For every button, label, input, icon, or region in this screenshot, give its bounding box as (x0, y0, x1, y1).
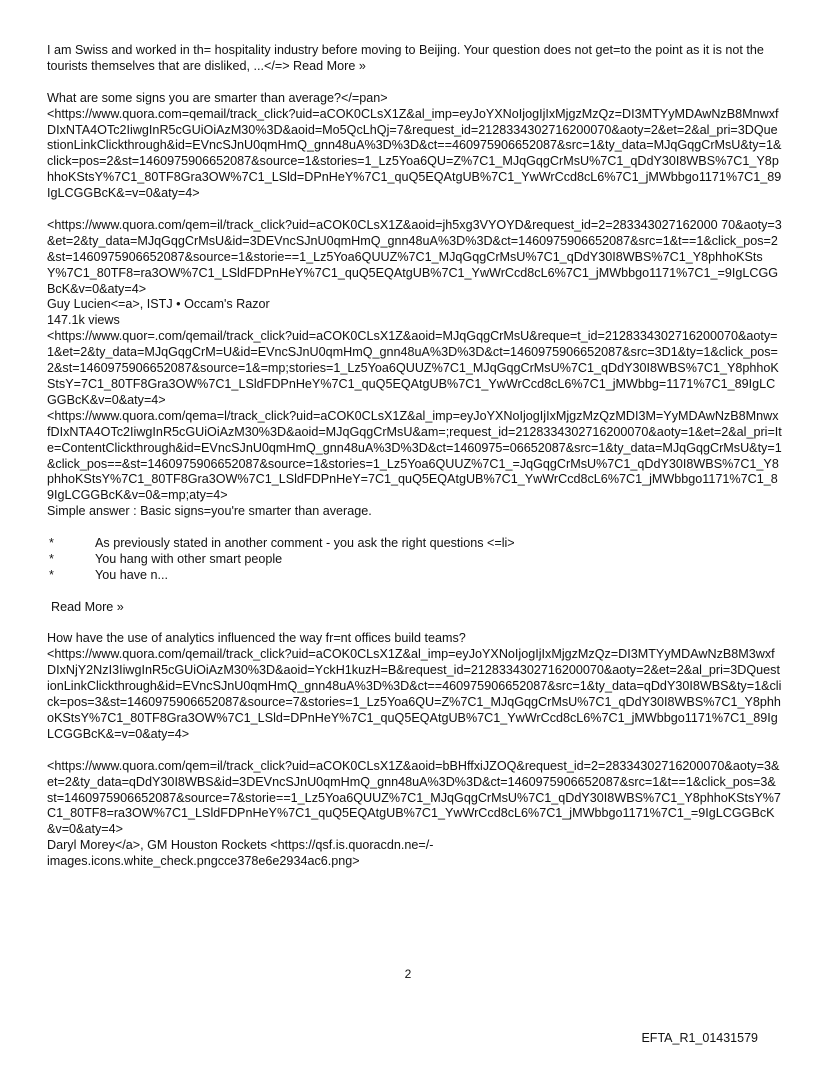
document-body (47, 43, 782, 870)
bullet-marker: * (49, 551, 54, 566)
list-item (47, 536, 782, 552)
bullet-marker: * (49, 567, 54, 582)
author-line-continued: images.icons.white_check.pngcce378e6e2934ac6.png> (47, 854, 360, 869)
list-item-text: As previously stated in another comment - you ask the right questions <=li> (95, 536, 515, 551)
question-title: What are some signs you are smarter than average?</=pan> (47, 90, 388, 105)
list-item (47, 568, 782, 584)
answer-intro: Simple answer : Basic signs=you're smarter than average. (47, 504, 372, 519)
list-item-text: You have n... (95, 567, 169, 582)
tracking-link: <https://www.quora.com/qem=il/track_click?uid=aCOK0CLsX1Z&aoid=bBHffxiJZOQ&request_id=2=28334302716200070&aoty=3&et=2&ty_data=qDdY30I8WBS&id=3DEVncSJnU0qmHmQ_gnn48uA%3D%3D&ct=1460975906652087&src=1&t==1&click_pos=3&st=1460975906652087&source=7&storie==1_Lz5Yoa6QUUZ%7C1_MJqGqgCrMsU%7C1_qDdY30I8WBS%7C1_Y8phhoKStsY%7C1_80TF8=ra3OW%7C1_LSldFDPnHeY%7C1_quQ5EQAtgUB%7C1_YwWrCcd8cL6%7C1_jMWbbgo1171%7C1_=9IgLCGGBcK&v=0&aty=4> (47, 758, 781, 837)
tracking-link: <https://www.quora.com/qemail/track_click?uid=aCOK0CLsX1Z&al_imp=eyJoYXNoIjogIjIxMjgzMzQz=DI3MTYyMDAwNzB8M3wxfDIxNjY2NzI3IiwgInR5cGUiOiAzM30%3D&aoid=YckH1kuzH=B&request_id=2128334302716200070&aoty=2&et=2&al_pri=3DQuestionLinkClickthrough&id=EVncSJnU0qmHmQ_gnn48uA%3D%3D&ct==460975906652087&src=1&ty_data=qDdY30I8WBS&ty=1&click=pos=3&st=1460975906652087&source=7&stories=1_Lz5Yoa6QU=Z%7C1_MJqGqgCrMsU%7C1_qDdY30I8WBS%7C1_Y8phhoKStsY%7C1_80TF8Gra3OW%7C1_LSld=DPnHeY%7C1_quQ5EQAtgUB%7C1_YwWrCcd8cL6%7C1_jMWbbgo1171%7C1_89IgLCGGBcK&=v=0&aty=4> (47, 647, 782, 741)
bullet-marker: * (49, 536, 54, 551)
tracking-link: <https://www.quora.com=qemail/track_click?uid=aCOK0CLsX1Z&al_imp=eyJoYXNoIjogIjIxMjgzMzQz=DI3MTYyMDAwNzB8MnwxfDIxNTA4OTc2IiwgInR5cGUiOiAzM30%3D&aoid=Mo5QcLhQj=7&request_id=2128334302716200070&aoty=2&et=2&al_pri=3DQuestionLinkClickthrough&id=EVncSJnU0qmHmQ_gnn48uA%3D%3D&ct==460975906652087&src=1&ty_data=MJqGqgCrMsU&ty=1&click=pos=2&st=1460975906652087&source=1&stories=1_Lz5Yoa6QU=Z%7C1_MJqGqgCrMsU%7C1_qDdY30I8WBS%7C1_Y8phhoKStsY%7C1_80TF8Gra3OW%7C1_LSld=DPnHeY%7C1_quQ5EQAtgUB%7C1_YwWrCcd8cL6%7C1_jMWbbgo1171%7C1_89IgLCGGBcK&=v=0&aty=4> (47, 106, 782, 201)
tracking-link: <https://www.quora.com/qem=il/track_click?uid=aCOK0CLsX1Z&aoid=jh5xg3VYOYD&request_id=2=283343027162000 70&aoty=3&et=2&ty_data=MJqGqgCrMsU&id=3DEVncSJnU0qmHmQ_gnn48uA%3D%3D&ct=1460975906652087&src=1&t==1&click_pos=2&st=1460975906652087&source=1&storie==1_Lz5Yoa6QUUZ%7C1_MJqGqgCrMsU%7C1_qDdY30I8WBS%7C1_Y8phhoKStsY%7C1_80TF8=ra3OW%7C1_LSldFDPnHeY%7C1_quQ5EQAtgUB%7C1_YwWrCcd8cL6%7C1_jMWbbgo1171%7C1_=9IgLCGGBcK&v=0&aty=4> (47, 217, 782, 296)
document-id-footer: EFTA_R1_01431579 (641, 1031, 758, 1045)
page-number: 2 (404, 967, 412, 981)
read-more-link[interactable]: Read More » (51, 599, 124, 614)
answer-snippet: I am Swiss and worked in th= hospitality industry before moving to Beijing. Your question does not get=to the point as it is not the tourists themselves that are disliked, ...</=> Read More » (47, 43, 764, 73)
tracking-link: <https://www.quor=.com/qemail/track_click?uid=aCOK0CLsX1Z&aoid=MJqGqgCrMsU&reque=t_id=2128334302716200070&aoty=1&et=2&ty_data=MJqGqgCrM=U&id=EVncSJnU0qmHmQ_gnn48uA%3D%3D&ct=1460975906652087&src=3D1&ty=1&click_pos=2&st=1460975906652087&source=1&=mp;stories=1_Lz5Yoa6QUUZ%7C1_MJqGqgCrMsU%7C1_qDdY30I8WBS%7C1_Y8phhoKStsY=7C1_80TF8Gra3OW%7C1_LSldFDPnHeY%7C1_quQ5EQAtgUB%7C1_YwWrCcd8cL6%7C1_jMWbbg=1171%7C1_89IgLCGGBcK&v=0&aty=4> (47, 329, 779, 407)
list-item (47, 552, 782, 568)
list-item-text: You hang with other smart people (95, 551, 283, 566)
author-line: Daryl Morey</a>, GM Houston Rockets <https://qsf.is.quoracdn.ne=/- (47, 838, 434, 853)
view-count: 147.1k views (47, 313, 120, 328)
question-title: How have the use of analytics influenced the way fr=nt offices build teams? (47, 631, 466, 646)
tracking-link: <https://www.quora.com/qema=l/track_click?uid=aCOK0CLsX1Z&al_imp=eyJoYXNoIjogIjIxMjgzMzQzMDI3M=YyMDAwNzB8MnwxfDIxNTA4OTc2IiwgInR5cGUiOiAzM30%3D&aoid=MJqGqgCrMsU&am=;request_id=2128334302716200070&aoty=1&et=2&al_pri=Ite=ContentClickthrough&id=EVncSJnU0qmHmQ_gnn48uA%3D%3D&ct=1460975=06652087&src=1&ty_data=MJqGqgCrMsU&ty=1&click_pos==&st=1460975906652087&source=1&stories=1_Lz5Yoa6QUUZ%7C1_=JqGqgCrMsU%7C1_qDdY30I8WBS%7C1_Y8phhoKStsY%7C1_80TF8Gra3OW%7C1_LSldFDPnHeY=7C1_quQ5EQAtgUB%7C1_YwWrCcd8cL6%7C1_jMWbbgo1171%7C1_89IgLCGGBcK&v=0&=mp;aty=4> (47, 408, 782, 503)
bullet-list (47, 536, 782, 584)
author-line: Guy Lucien<=a>, ISTJ • Occam's Razor (47, 297, 270, 312)
